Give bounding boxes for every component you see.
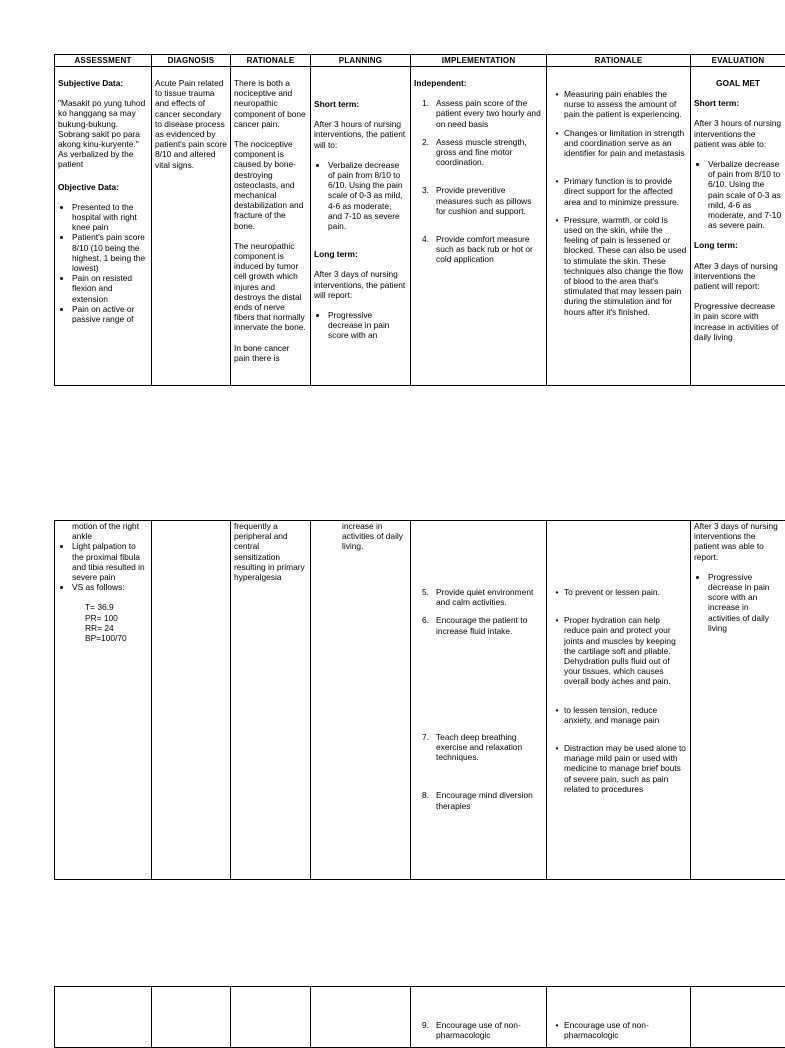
item-text: Provide preventive measures such as pillows for cushion and support. xyxy=(436,185,532,216)
header-evaluation: EVALUATION xyxy=(711,56,765,65)
implementation-cell xyxy=(411,987,547,1047)
assessment-cell xyxy=(55,67,152,385)
short-term-list xyxy=(694,159,782,230)
item-text: Proper hydration can help reduce pain and protect your joints and muscles by keeping the cartilage soft and pliable. Dehydration pulls fluid out of your tissues, which causes overall body aches and pain. xyxy=(564,615,676,687)
list-item: • Progressive decrease in pain score with an xyxy=(328,310,407,341)
evaluation-cell xyxy=(691,521,785,879)
care-plan-table-page-3 xyxy=(54,986,785,1048)
list-item: • Pain on resisted flexion and extension xyxy=(72,273,148,304)
implementation-cell xyxy=(411,521,547,879)
vital-signs xyxy=(58,602,148,643)
item-text: Pressure, warmth, or cold is used on the skin, while the feeling of pain is lessened or blocked. These can also be used to stimulate the skin. These techniques also change the flow of blood to the area that's stimulated that may lessen pain during the stimulation and for hours after it's finished. xyxy=(564,214,687,317)
independent-title: Independent: xyxy=(414,78,467,88)
table-header-row xyxy=(55,55,785,67)
vital-rr: RR= 24 xyxy=(85,622,114,633)
diagnosis-cell xyxy=(152,67,231,385)
item-text: Teach deep breathing exercise and relaxation techniques. xyxy=(436,731,523,763)
evaluation-cell xyxy=(691,67,785,385)
item-text: to lessen tension, reduce anxiety, and manage pain xyxy=(564,704,660,725)
assessment-cell xyxy=(55,987,152,1047)
planning-cell xyxy=(311,67,411,385)
care-plan-table-page-1 xyxy=(54,54,785,386)
subjective-title: Subjective Data: xyxy=(58,78,124,88)
long-term-title: Long term: xyxy=(314,249,358,260)
goal-met-label: GOAL MET xyxy=(715,78,761,88)
item-text: Primary function is to provide direct support for the affected area and to minimize pressure. xyxy=(564,176,679,207)
header-assessment: ASSESSMENT xyxy=(55,55,152,66)
evaluation-cell xyxy=(691,987,785,1047)
item-text: Encourage use of non-pharmacologic xyxy=(564,1020,649,1041)
item-text: Changes or limitation in strength and coordination serve as an identifier for pain and metastasis xyxy=(564,127,685,159)
objective-title: Objective Data: xyxy=(58,181,119,192)
diagnosis-cell xyxy=(152,521,231,879)
item-text: Provide quiet environment and calm activities. xyxy=(436,587,534,608)
item-number: 8. xyxy=(422,790,429,801)
bullet-icon: • xyxy=(555,176,559,187)
list-item xyxy=(550,89,687,120)
item-text: Encourage mind diversion therapies xyxy=(436,790,533,811)
long-term-text-2: Progressive decrease in pain score with increase in activities of daily living xyxy=(694,301,779,342)
item-text: Encourage the patient to increase fluid intake. xyxy=(436,615,528,636)
list-item xyxy=(550,128,687,159)
header-rationale-2: RATIONALE xyxy=(547,55,691,66)
list-item xyxy=(414,790,543,810)
diagnosis-text: Acute Pain related to tissue trauma and effects of cancer secondary to disease process as evidenced by patient's pain score 8/10 and altered vital signs. xyxy=(155,78,227,170)
list-item xyxy=(414,732,543,763)
rationale-para: The nociceptive component is caused by bone-destroying osteoclasts, and mechanical destabilization and fracture of the bone. xyxy=(234,139,304,231)
list-item xyxy=(550,705,687,725)
bullet-icon: • xyxy=(555,704,559,715)
header-implementation: IMPLEMENTATION xyxy=(411,55,547,66)
item-text: Assess pain score of the patient every two hourly and on need basis xyxy=(436,98,541,129)
item-text: Encourage use of non-pharmacologic xyxy=(436,1020,521,1041)
list-item xyxy=(550,615,687,686)
bullet-icon: • xyxy=(555,214,559,225)
bullet-icon: • xyxy=(555,1020,559,1030)
rationale-cell xyxy=(231,67,311,385)
item-number: 4. xyxy=(422,234,429,245)
item-text: Provide comfort measure such as back rub or hot or cold application xyxy=(436,234,533,265)
list-item xyxy=(550,587,687,597)
rationale-para: There is both a nociceptive and neuropathic component of bone cancer pain. xyxy=(234,78,306,129)
item-text: Measuring pain enables the nurse to assess the amount of pain the patient is experiencing. xyxy=(564,89,682,120)
item-number: 9. xyxy=(422,1020,429,1030)
long-term-text: After 3 days of nursing interventions the patient will report: xyxy=(694,260,778,292)
implementation-cell xyxy=(411,67,547,385)
vital-bp: BP=100/70 xyxy=(85,633,127,644)
list-item xyxy=(550,215,687,317)
objective-list xyxy=(58,541,148,592)
rationale-para: The neuropathic component is induced by tumor cell growth which injures and destroys the distal ends of nerve fibers that normally innervate the bone. xyxy=(234,240,306,333)
evaluation-text: After 3 days of nursing interventions the patient was able to report: xyxy=(694,521,778,562)
rationale-2-cell xyxy=(547,521,691,879)
long-term-list xyxy=(314,310,407,341)
item-number: 1. xyxy=(422,98,429,109)
item-number: 2. xyxy=(422,136,429,147)
assessment-continued: motion of the right ankle xyxy=(72,521,140,542)
list-item xyxy=(414,234,543,265)
care-plan-table-page-2 xyxy=(54,520,785,880)
bullet-icon: • xyxy=(555,127,559,138)
list-item xyxy=(414,587,543,607)
list-item xyxy=(414,615,543,635)
list-item xyxy=(414,137,543,168)
bullet-icon: • xyxy=(555,743,559,754)
bullet-icon: • xyxy=(555,89,559,99)
list-item: • Presented to the hospital with right knee pain xyxy=(72,202,148,233)
item-number: 6. xyxy=(422,615,429,626)
header-diagnosis: DIAGNOSIS xyxy=(152,55,231,66)
list-item xyxy=(414,1020,543,1040)
list-item xyxy=(550,743,687,794)
rationale-continued: frequently a peripheral and central sensitization resulting in primary hyperalgesia xyxy=(234,521,305,583)
list-item xyxy=(550,176,687,207)
rationale-2-cell xyxy=(547,987,691,1047)
header-planning: PLANNING xyxy=(311,55,411,66)
planning-cell xyxy=(311,521,411,879)
objective-list xyxy=(58,202,148,324)
item-number: 7. xyxy=(422,731,429,742)
long-term-text: After 3 days of nursing interventions, the patient will report: xyxy=(314,269,406,300)
planning-continued: increase in activities of daily living. xyxy=(342,521,403,552)
short-term-title: Short term: xyxy=(314,99,360,109)
assessment-cell xyxy=(55,521,152,879)
bullet-icon: • xyxy=(555,615,559,626)
rationale-cell xyxy=(231,521,311,879)
list-item xyxy=(414,185,543,216)
list-item: • Verbalize decrease of pain from 8/10 to 6/10. Using the pain scale of 0-3 as mild, 4-6 as moderate, and 7-10 as severe pain. xyxy=(328,160,407,231)
long-term-title: Long term: xyxy=(694,240,738,251)
header-rationale: RATIONALE xyxy=(231,55,311,66)
list-item: • VS as follows: xyxy=(72,582,148,592)
item-text: To prevent or lessen pain. xyxy=(564,587,660,597)
short-term-list xyxy=(314,160,407,231)
vital-temp: T= 36.9 xyxy=(85,602,114,613)
bullet-icon: • xyxy=(555,587,559,597)
list-item: • Patient's pain score 8/10 (10 being the highest, 1 being the lowest) xyxy=(72,232,148,273)
list-item xyxy=(550,1020,687,1040)
item-text: Distraction may be used alone to manage mild pain or used with medicine to manage brief bouts of severe pain, such as pain related to procedures xyxy=(564,743,686,794)
list-item: • Light palpation to the proximal fibula and tibia resulted in severe pain xyxy=(72,541,148,582)
list-item xyxy=(414,98,543,129)
item-number: 3. xyxy=(422,185,429,196)
vital-pr: PR= 100 xyxy=(85,612,118,623)
list-item: • Pain on active or passive range of xyxy=(72,304,148,324)
list-item: • Verbalize decrease of pain from 8/10 to 6/10. Using the pain scale of 0-3 as mild, 4-6 as moderate, and 7-10 as severe pain. xyxy=(708,159,782,230)
list-item: • Progressive decrease in pain score with an increase in activities of daily living xyxy=(708,572,782,633)
subjective-text: "Masakit po yung tuhod ko hanggang sa may bukung-bukung. Sobrang sakit po para akong kinu-kuryente." As verbalized by the patient xyxy=(58,98,146,170)
short-term-title: Short term: xyxy=(694,98,740,109)
diagnosis-cell xyxy=(152,987,231,1047)
item-number: 5. xyxy=(422,587,429,597)
rationale-para: In bone cancer pain there is xyxy=(234,342,290,363)
short-term-text: After 3 hours of nursing interventions the patient was able to: xyxy=(694,118,782,149)
short-term-text: After 3 hours of nursing interventions, the patient will to: xyxy=(314,119,406,150)
rationale-2-cell xyxy=(547,67,691,385)
evaluation-list xyxy=(694,572,782,633)
planning-cell xyxy=(311,987,411,1047)
rationale-cell xyxy=(231,987,311,1047)
item-text: Assess muscle strength, gross and fine motor coordination. xyxy=(436,136,527,168)
